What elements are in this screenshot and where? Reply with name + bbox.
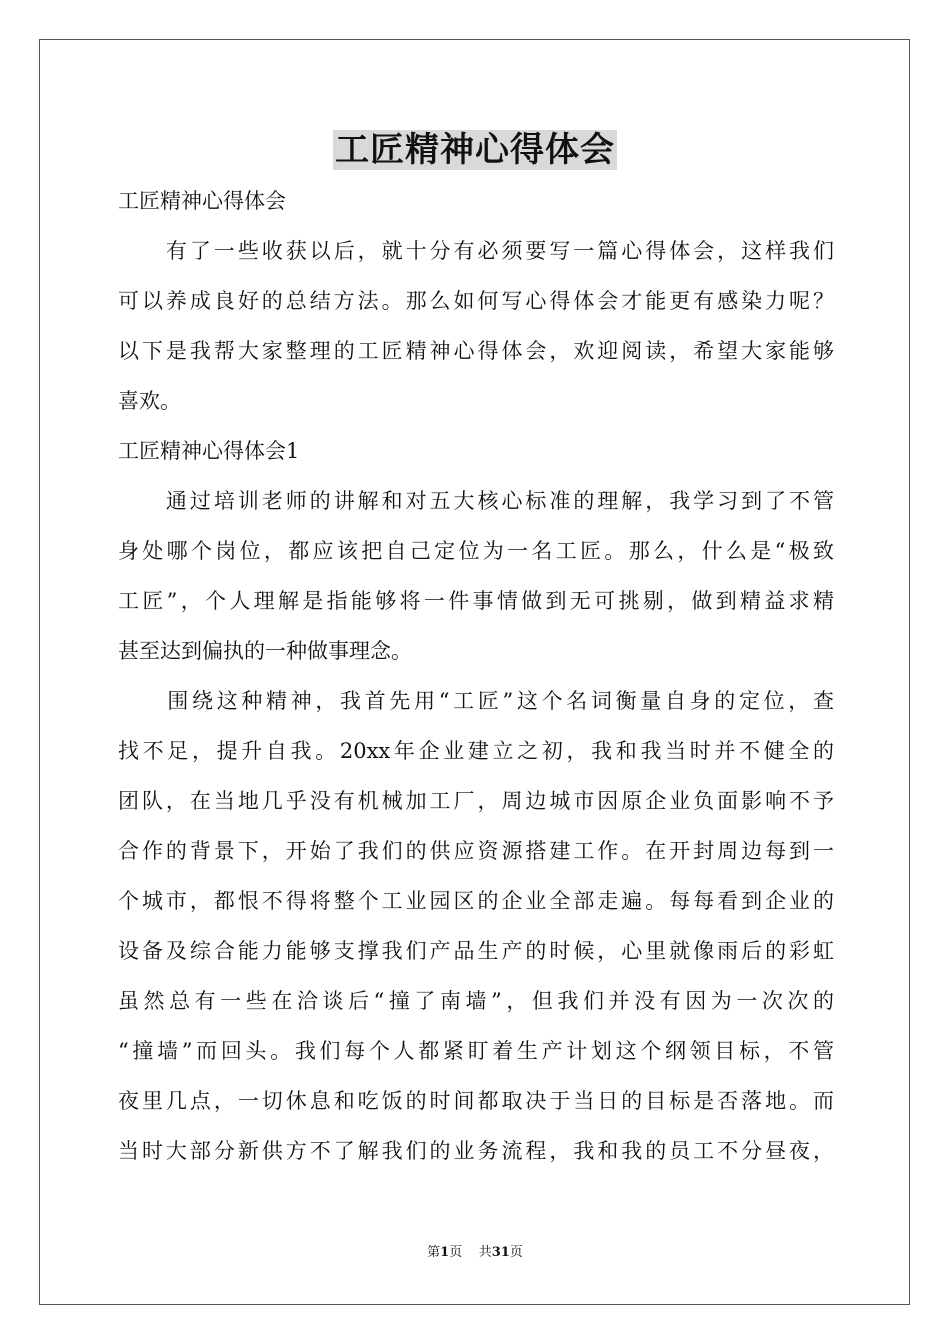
footer-total-pages: 31 (491, 1245, 510, 1260)
text-line: 工匠”，个人理解是指能够将一件事情做到无可挑剔，做到精益求精 (118, 589, 834, 613)
page-footer (0, 1244, 950, 1262)
text-line: 夜里几点，一切休息和吃饭的时间都取决于当日的目标是否落地。而 (118, 1089, 834, 1113)
footer-page-suffix: 页 (449, 1245, 463, 1260)
footer-total-prefix: 共 (478, 1245, 492, 1260)
text-line: 工匠精神心得体会1 (118, 439, 300, 463)
footer-page-prefix: 第 (427, 1245, 441, 1260)
footer-total-suffix: 页 (509, 1245, 523, 1260)
text-line: 可以养成良好的总结方法。那么如何写心得体会才能更有感染力呢？ (118, 289, 834, 313)
footer-page-number: 1 (440, 1245, 450, 1260)
text-line: 喜欢。 (118, 389, 181, 413)
text-line: 设备及综合能力能够支撑我们产品生产的时候，心里就像雨后的彩虹 (118, 939, 834, 963)
text-line: 围绕这种精神，我首先用“工匠”这个名词衡量自身的定位，查 (118, 689, 834, 713)
text-line: 工匠精神心得体会 (118, 189, 286, 213)
text-line: 有了一些收获以后，就十分有必须要写一篇心得体会，这样我们 (118, 239, 834, 263)
document-body (118, 176, 834, 1176)
text-line: 团队，在当地几乎没有机械加工厂，周边城市因原企业负面影响不予 (118, 789, 834, 813)
text-line: 身处哪个岗位，都应该把自己定位为一名工匠。那么，什么是“极致 (118, 539, 834, 563)
text-line: 通过培训老师的讲解和对五大核心标准的理解，我学习到了不管 (118, 489, 834, 513)
text-line: 虽然总有一些在洽谈后“撞了南墙”，但我们并没有因为一次次的 (118, 989, 834, 1013)
text-line: 合作的背景下，开始了我们的供应资源搭建工作。在开封周边每到一 (118, 839, 834, 863)
document-title (0, 126, 950, 174)
text-line: “撞墙”而回头。我们每个人都紧盯着生产计划这个纲领目标，不管 (118, 1039, 834, 1063)
document-title-text: 工匠精神心得体会 (335, 130, 615, 170)
text-line: 当时大部分新供方不了解我们的业务流程，我和我的员工不分昼夜， (118, 1139, 834, 1163)
text-line: 甚至达到偏执的一种做事理念。 (118, 639, 412, 663)
text-line: 个城市，都恨不得将整个工业园区的企业全部走遍。每每看到企业的 (118, 889, 834, 913)
text-line: 找不足，提升自我。20xx年企业建立之初，我和我当时并不健全的 (118, 739, 834, 763)
text-line: 以下是我帮大家整理的工匠精神心得体会，欢迎阅读，希望大家能够 (118, 339, 834, 363)
